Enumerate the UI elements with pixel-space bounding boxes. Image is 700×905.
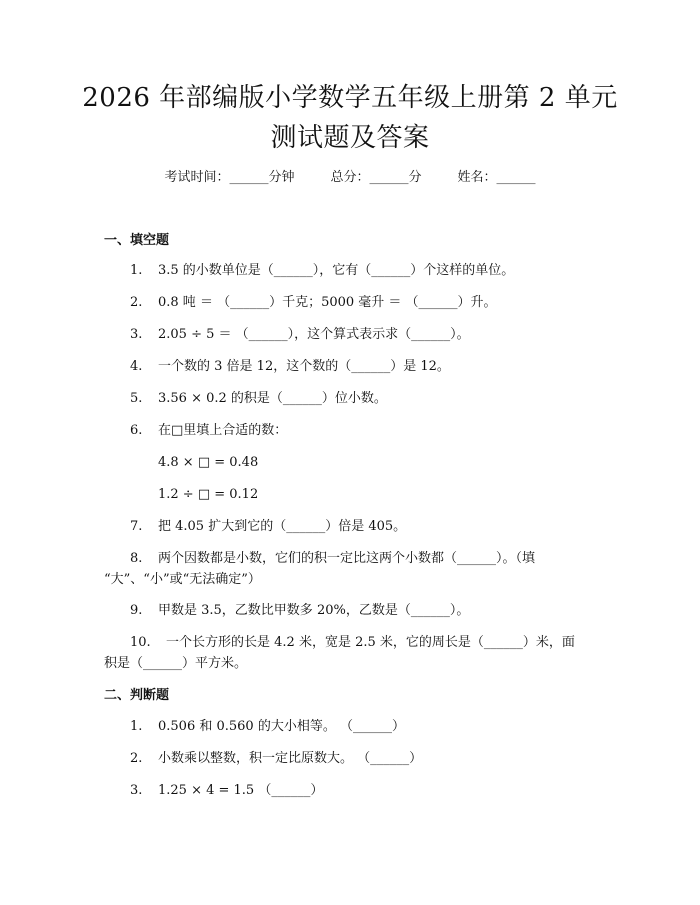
question-text: 在□里填上合适的数： (158, 423, 288, 438)
question-text: 两个因数都是小数，它们的积一定比这两个小数都（______）。（填 (158, 551, 536, 566)
question-number: 7. (130, 519, 143, 534)
title-line-2: 测试题及答案 (270, 123, 430, 153)
question-number: 4. (130, 359, 143, 374)
question-1-10-continuation: 积是（______）平方米。 (104, 656, 248, 671)
question-1-6-sub-2: 1.2 ÷ □ = 0.12 (158, 487, 259, 502)
question-text: 一个长方形的长是 4.2 米，宽是 2.5 米，它的周长是（______）米，面 (166, 635, 575, 650)
exam-name: 姓名：______ (457, 170, 536, 185)
question-number: 8. (130, 551, 143, 566)
question-text: 一个数的 3 倍是 12，这个数的（______）是 12。 (158, 359, 450, 374)
question-text: 甲数是 3.5，乙数比甲数多 20%，乙数是（______）。 (158, 603, 470, 618)
question-text: 0.506 和 0.560 的大小相等。 （______） (158, 719, 405, 734)
question-number: 5. (130, 391, 143, 406)
question-text: 3.5 的小数单位是（______），它有（______）个这样的单位。 (158, 263, 515, 278)
page-title (70, 78, 630, 158)
question-text: 把 4.05 扩大到它的（______）倍是 405。 (158, 519, 407, 534)
exam-time: 考试时间：______分钟 (164, 170, 295, 185)
question-number: 2. (130, 751, 143, 766)
question-number: 9. (130, 603, 143, 618)
question-number: 3. (130, 783, 143, 798)
question-1-8-continuation: “大”、“小”或“无法确定”） (104, 572, 261, 587)
question-number: 10. (130, 635, 151, 650)
question-number: 6. (130, 423, 143, 438)
section-heading-true-false: 二、判断题 (104, 688, 170, 703)
question-number: 3. (130, 327, 143, 342)
exam-meta (0, 168, 700, 188)
question-number: 1. (130, 719, 143, 734)
question-text: 3.56 × 0.2 的积是（______）位小数。 (158, 391, 387, 406)
question-1-6-sub-1: 4.8 × □ = 0.48 (158, 455, 259, 470)
section-heading-fill-in: 一、填空题 (104, 233, 170, 248)
question-number: 1. (130, 263, 143, 278)
question-text: 0.8 吨 ＝ （______）千克；5000 毫升 ＝ （______）升。 (158, 295, 497, 310)
question-number: 2. (130, 295, 143, 310)
exam-score: 总分：______分 (330, 170, 422, 185)
question-text: 1.25 × 4 = 1.5 （______） (158, 783, 324, 798)
title-line-1: 2026 年部编版小学数学五年级上册第 2 单元 (82, 83, 618, 113)
question-text: 2.05 ÷ 5 ＝ （______），这个算式表示求（______）。 (158, 327, 470, 342)
question-text: 小数乘以整数，积一定比原数大。 （______） (158, 751, 423, 766)
